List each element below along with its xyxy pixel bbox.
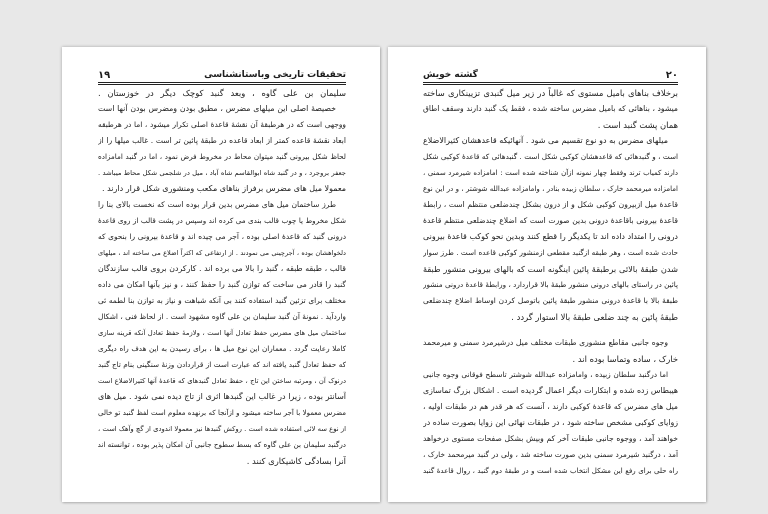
text-line: طرز ساختمان میل های مضرس بدین قرار بوده است که نخست بالای بنا را xyxy=(98,200,336,209)
text-line: از نوع سه لائی استفاده شده است . روکش گنبدها نیز معمولا اندودی از گچ وآهک است ، xyxy=(98,425,346,433)
paragraph-gap xyxy=(423,325,678,335)
text-line: میشود ، بناهائی که بامیل مضرس ساخته شده ، فقط یک گنبد دارند وسقف اطاق xyxy=(423,104,678,113)
running-header-title: گشته خویش xyxy=(423,70,478,80)
text-line: قالب ، طبقه طبقه ، گنبد را بالا می برده اند . کارکردن بروی قالب سازندگان xyxy=(98,264,346,273)
text-line: طبقهٔ پائین به چند ضلعی طبقهٔ بالا استوار گردد . xyxy=(511,312,678,322)
text-line: درونی را امتداد داده اند تا یکدیگر را قطع کنند وبدین نحو کوکب قاعدهٔ بیرونی xyxy=(423,232,678,241)
text-line: هیبطاس زده شده و ابتکارات دیگر اعمال گردیده است . اشکال بزرگ تماسازی xyxy=(423,386,678,395)
text-line: مختلف برای تزئین گنبد استفاده کنند بی آنکه شباهت و نیاز به توازن بنا لطمه ئی xyxy=(98,296,346,305)
text-line: گنبد را قادر می ساخت که توازن گنبد را حفظ کنند ، و نیز بآنها امکان می داده xyxy=(98,280,346,289)
text-line: امامزاده میرمحمد خارک ، سلطان زبیده بنادر ، وامامزاده عبدالله شوشتر ، و در این نوع xyxy=(423,185,678,193)
text-line: آنرا بسادگی کاشیکاری کنند . xyxy=(246,456,346,466)
text-line: راه حلی برای رفع این مشکل انتخاب شده است و در طبقهٔ دوم گنبد ، روال قاعدهٔ گنبد xyxy=(423,467,678,475)
text-line: برخلاف بناهای بامیل مستوی که غالباً در زیر میل گنبدی تزیینکاری ساخته xyxy=(423,88,678,98)
text-line: ابعاد نقشهٔ قاعده کمتر از ابعاد قاعده در طبقهٔ پائین تر است . غالب میلها را از xyxy=(98,136,346,145)
text-line: وجوه جانبی مقاطع منشوری طبقات مختلف میل درشیرمرد سمنی و میرمحمد xyxy=(423,338,668,347)
page-header xyxy=(98,68,346,82)
text-line: لحاظ شکل بیرونی گنبد میتوان محاط در مخروط فرض نمود ، اما در گنبد امامزاده xyxy=(98,152,346,161)
page-right xyxy=(388,47,706,502)
text-line: اما درگنبد سلطان زبیده ، وامامزاده عبدالله شوشتر تاسطح فوقانی وجوه جانبی xyxy=(423,370,668,379)
page-text xyxy=(423,85,678,479)
text-line: درگنبد سلیمان بن علی گاوه که بسط سطوح جانبی آن امکان پذیر بوده ، توانسته اند xyxy=(98,440,346,449)
page-header xyxy=(423,68,678,82)
text-line: قاعدهٔ میل ازبیرون کوکبی شکل و از درون بشکل چندضلعی منتظم است ، رابطهٔ xyxy=(423,200,678,209)
text-line: میلهای مضرس به دو نوع تقسیم می شود . آنهائیکه قاعدهشان کثیرالاضلاع xyxy=(423,136,668,145)
text-line: پائین در راستای بالهای درونی منشور طبقهٔ بالا قراردارد ، ورابطهٔ قاعدهٔ درونی منشور xyxy=(423,280,678,289)
text-line: است ، و گنبدهائی که قاعدهشان کوکبی شکل است . گنبدهائی که قاعدهٔ کوکبی شکل xyxy=(423,152,678,161)
text-line: کاملا رعایت گردد . معماران این نوع میل ها ، برای رسیدن به این هدف راه دیگری xyxy=(98,344,346,353)
text-line: جعفر بروجرد ، و در گنبد شاه ابوالقاسم شاه آباد ، میل در شلجمی شکل محاط میباشد . xyxy=(98,169,346,177)
text-line: شکل مخروط یا چوب قالب بندی می کرده اند وسپس در پشت قالب از روی قاعدهٔ xyxy=(98,216,346,225)
page-text xyxy=(98,85,346,469)
text-line: آسانتر بوده ، زیرا در غالب این گنبدها اثری از تاج دیده نمی شود . میل های xyxy=(98,392,346,401)
page-left xyxy=(62,47,380,502)
text-line: درونی گنبد که قاعدهٔ اصلی بوده ، آجر می چیده اند و قاعدهٔ بیرونی را بنحوی که xyxy=(98,232,346,241)
text-line: قاعدهٔ بیرونی باقاعدهٔ درونی بدین صورت است که اضلاع چندضلعی منتظم قاعدهٔ xyxy=(423,216,678,225)
text-line: معمولا میل های مضرس برفراز بناهای مکعب ومنشوری شکل قرار دارند . xyxy=(102,184,346,193)
text-line: مضرس معمولا با آجر ساخته میشود و ازآنجا که برنهده معلوم است لفظ گنبد تو خالی xyxy=(98,409,346,417)
text-line: همان پشت گنبد است . xyxy=(597,120,678,130)
text-line: ساختمان میل های مضرس حفظ تعادل آنها است ، ولازمهٔ حفظ تعادل آنکه قرینه سازی xyxy=(98,329,346,337)
text-line: که حفظ تعادل گنبد یافته اند که عبارت است از قراردادن وزنهٔ سنگینی بنام تاج گنبد xyxy=(98,360,346,369)
text-line: حادث شده است ، وهر طبقه ازگنبد مقطعی ازمنشور کوکبی قاعده است . طرز سوار xyxy=(423,248,678,257)
text-line: آمد ، درگنبد شیرمرد سمنی بدین صورت ساخته شد ، ولی در گنبد میرمحمد خارک ، xyxy=(423,450,678,459)
text-line: ووجهی است که در هرطبقهٔ آن نقشهٔ قاعدهٔ اصلی تکرار میشود ، اما در هرطبقه xyxy=(98,120,346,129)
text-line: واردآید . نمونهٔ آن گنبد سلیمان بن علی گاوه مشهود است . از لحاظ فنی ، اشکال xyxy=(98,312,346,321)
page-number: ۲۰ xyxy=(665,69,678,81)
text-line: دلخواهشان بوده ، آجرچینی می نمودند . از ارتفاعی که اکثراً اضلاع می ساخته اند ، میلهای xyxy=(98,249,346,257)
running-header-title: تحقیقات تاریخی وباستانشناسی xyxy=(204,70,346,80)
text-line: دارند کمیاب ترند وفقط چهار نمونه ازآن شناخته شده است : امامزاده شیرمرد سمنی ، xyxy=(423,169,678,177)
text-line: خارک ، ساده وتماسا بوده اند . xyxy=(572,354,678,364)
page-number: ۱۹ xyxy=(98,69,111,81)
text-line: شدن طبقهٔ بالائی برطبقهٔ پائین اینگونه است که بالهای بیرونی منشور طبقهٔ xyxy=(423,264,678,274)
text-line: درنوک آن ، ومرتبه ساختن این تاج ، حفظ تعادل گنبدهای که قاعدهٔ آنها کثیرالاضلاع است xyxy=(98,377,346,385)
text-line: خصیصهٔ اصلی این میلهای مضرس ، مطبق بودن ومضرس بودن آنها است xyxy=(98,104,336,113)
text-line: میل های مضرس که قاعدهٔ کوکبی دارند ، آنست که هر قدر هم در طبقات اولیه ، xyxy=(423,402,678,411)
text-line: سلیمان بن علی گاوه ، وبعد گنبد کوچک دیگر در خوزستان . xyxy=(98,88,346,98)
text-line: خواهند آمد ، ووجوه جانبی طبقات آخر کم وبیش بشکل صفحات مستوی درخواهد xyxy=(423,434,678,443)
text-line: طبقهٔ بالا با قاعدهٔ درونی منشور طبقهٔ پائین باتوصل کردن اوساط اضلاع چندضلعی xyxy=(423,296,678,305)
text-line: زوایای کوکبی مشخص ساخته شود ، در طبقات نهائی این زوایا بصورت ساده در xyxy=(423,418,678,427)
